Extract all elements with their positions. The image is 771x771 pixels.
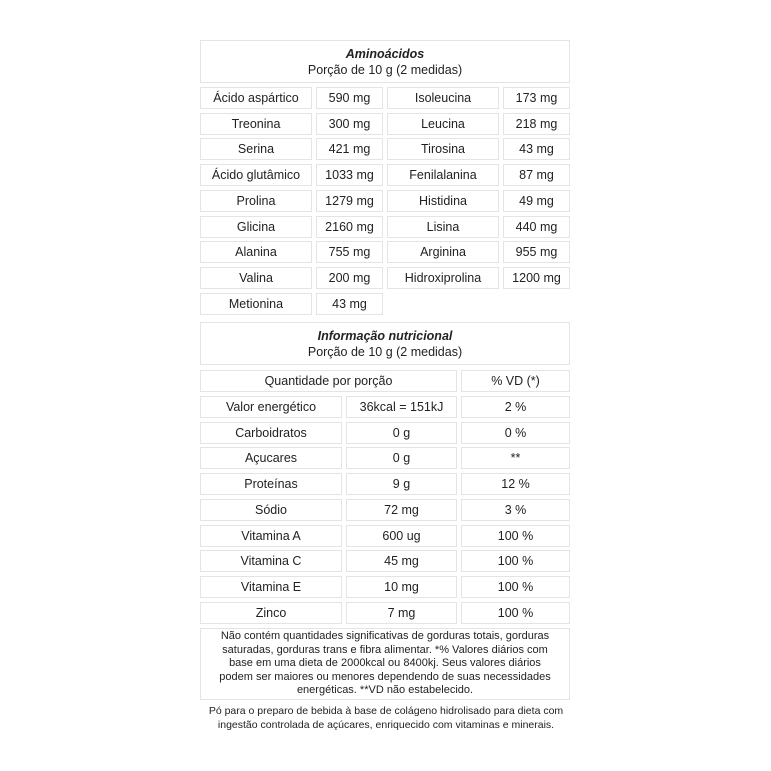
nutri-vd: 0 % xyxy=(461,422,570,444)
amino-value: 43 mg xyxy=(316,293,383,315)
nutri-header-vd: % VD (*) xyxy=(461,370,570,392)
nutri-vd: 2 % xyxy=(461,396,570,418)
nutri-amount: 0 g xyxy=(346,447,457,469)
nutri-title: Informação nutricional xyxy=(317,328,453,343)
nutri-amount: 7 mg xyxy=(346,602,457,624)
nutri-amount: 0 g xyxy=(346,422,457,444)
amino-value: 955 mg xyxy=(503,241,570,263)
amino-value: 173 mg xyxy=(503,87,570,109)
amino-value: 218 mg xyxy=(503,113,570,135)
amino-value: 1279 mg xyxy=(316,190,383,212)
nutri-amount: 9 g xyxy=(346,473,457,495)
amino-value: 300 mg xyxy=(316,113,383,135)
amino-name: Metionina xyxy=(200,293,312,315)
amino-name: Leucina xyxy=(387,113,499,135)
amino-name: Treonina xyxy=(200,113,312,135)
nutri-vd: 12 % xyxy=(461,473,570,495)
amino-subtitle: Porção de 10 g (2 medidas) xyxy=(307,62,463,77)
amino-header xyxy=(200,40,570,83)
amino-name: Isoleucina xyxy=(387,87,499,109)
nutri-amount: 600 ug xyxy=(346,525,457,547)
amino-value: 43 mg xyxy=(503,138,570,160)
nutri-vd: 100 % xyxy=(461,550,570,572)
nutri-vd: 3 % xyxy=(461,499,570,521)
amino-name: Arginina xyxy=(387,241,499,263)
amino-name: Glicina xyxy=(200,216,312,238)
nutri-vd: 100 % xyxy=(461,525,570,547)
nutri-vd: ** xyxy=(461,447,570,469)
nutri-item: Sódio xyxy=(200,499,342,521)
nutri-notes: Não contém quantidades significativas de gorduras totais, gorduras saturadas, gorduras trans e fibra alimentar. *% Valores diários com base em uma dieta de 2000kcal ou 8400kj. Seus valores diários podem ser maiores ou menores dependendo de suas necessidades energéticas. **VD não estabelecido. xyxy=(200,628,570,700)
amino-title: Aminoácidos xyxy=(345,46,425,61)
amino-name: Tirosina xyxy=(387,138,499,160)
nutri-amount: 45 mg xyxy=(346,550,457,572)
amino-value: 590 mg xyxy=(316,87,383,109)
nutri-item: Proteínas xyxy=(200,473,342,495)
amino-name: Histidina xyxy=(387,190,499,212)
amino-name: Prolina xyxy=(200,190,312,212)
amino-name: Serina xyxy=(200,138,312,160)
nutri-item: Vitamina C xyxy=(200,550,342,572)
amino-value: 440 mg xyxy=(503,216,570,238)
nutri-header xyxy=(200,322,570,365)
nutri-item: Açucares xyxy=(200,447,342,469)
nutri-amount: 10 mg xyxy=(346,576,457,598)
nutri-item: Vitamina E xyxy=(200,576,342,598)
amino-name: Ácido aspártico xyxy=(200,87,312,109)
amino-value: 1033 mg xyxy=(316,164,383,186)
nutri-amount: 36kcal = 151kJ xyxy=(346,396,457,418)
amino-name: Lisina xyxy=(387,216,499,238)
nutri-item: Zinco xyxy=(200,602,342,624)
amino-value: 755 mg xyxy=(316,241,383,263)
nutri-item: Vitamina A xyxy=(200,525,342,547)
amino-name: Alanina xyxy=(200,241,312,263)
nutri-item: Valor energético xyxy=(200,396,342,418)
nutri-vd: 100 % xyxy=(461,576,570,598)
amino-value: 2160 mg xyxy=(316,216,383,238)
amino-name: Hidroxiprolina xyxy=(387,267,499,289)
amino-value: 421 mg xyxy=(316,138,383,160)
amino-value: 200 mg xyxy=(316,267,383,289)
nutri-header-quantity: Quantidade por porção xyxy=(200,370,457,392)
nutri-item: Carboidratos xyxy=(200,422,342,444)
amino-value: 49 mg xyxy=(503,190,570,212)
amino-value: 87 mg xyxy=(503,164,570,186)
nutri-subtitle: Porção de 10 g (2 medidas) xyxy=(307,344,463,359)
amino-name: Valina xyxy=(200,267,312,289)
nutri-amount: 72 mg xyxy=(346,499,457,521)
amino-value: 1200 mg xyxy=(503,267,570,289)
amino-name: Ácido glutâmico xyxy=(200,164,312,186)
nutri-vd: 100 % xyxy=(461,602,570,624)
amino-name: Fenilalanina xyxy=(387,164,499,186)
product-description: Pó para o preparo de bebida à base de colágeno hidrolisado para dieta com ingestão controlada de açúcares, enriquecido com vitaminas e minerais. xyxy=(208,705,564,731)
